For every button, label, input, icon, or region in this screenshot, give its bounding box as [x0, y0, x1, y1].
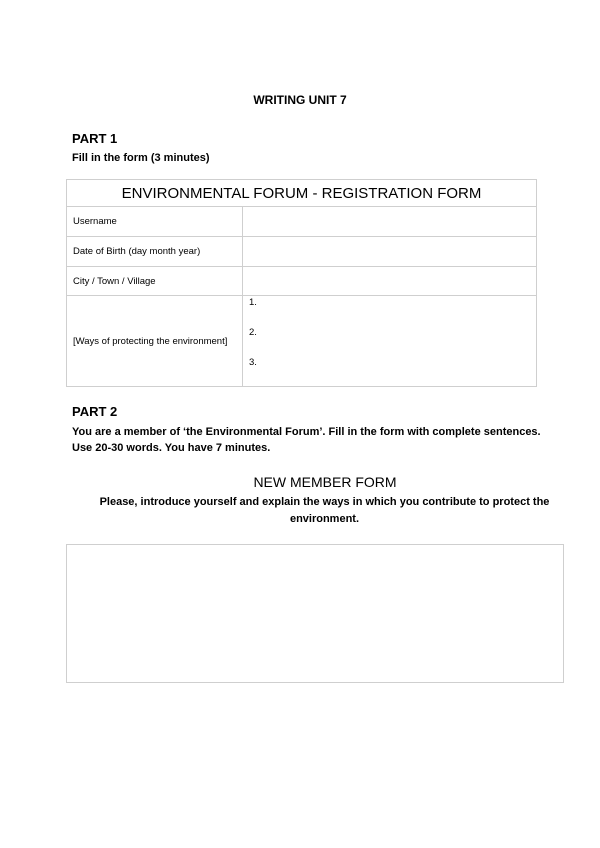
part2-instruction: You are a member of ‘the Environmental Forum’. Fill in the form with complete sentences. Use 20-30 words. You have 7 minutes. [72, 426, 541, 454]
ways-item-1[interactable]: 1. [249, 297, 257, 308]
registration-form-title: ENVIRONMENTAL FORUM - REGISTRATION FORM [67, 180, 537, 207]
username-field[interactable] [243, 207, 537, 237]
ways-field[interactable] [243, 296, 537, 387]
part2-heading: PART 2 [72, 404, 118, 419]
part1-heading: PART 1 [72, 131, 118, 146]
city-field[interactable] [243, 267, 537, 296]
city-label: City / Town / Village [67, 267, 243, 296]
new-member-form-title: NEW MEMBER FORM [253, 474, 397, 490]
ways-list [249, 296, 530, 386]
ways-item-2[interactable]: 2. [249, 327, 257, 338]
username-label: Username [67, 207, 243, 237]
registration-form [66, 179, 537, 387]
ways-item-3[interactable]: 3. [249, 357, 257, 368]
part1-instruction: Fill in the form (3 minutes) [72, 152, 210, 164]
page-title: WRITING UNIT 7 [253, 93, 347, 107]
new-member-form-prompt: Please, introduce yourself and explain the ways in which you contribute to protect the environment. [99, 496, 550, 525]
date-of-birth-field[interactable] [243, 237, 537, 267]
date-of-birth-label: Date of Birth (day month year) [67, 237, 243, 267]
ways-label: [Ways of protecting the environment] [67, 296, 243, 387]
answer-box[interactable] [66, 544, 564, 683]
